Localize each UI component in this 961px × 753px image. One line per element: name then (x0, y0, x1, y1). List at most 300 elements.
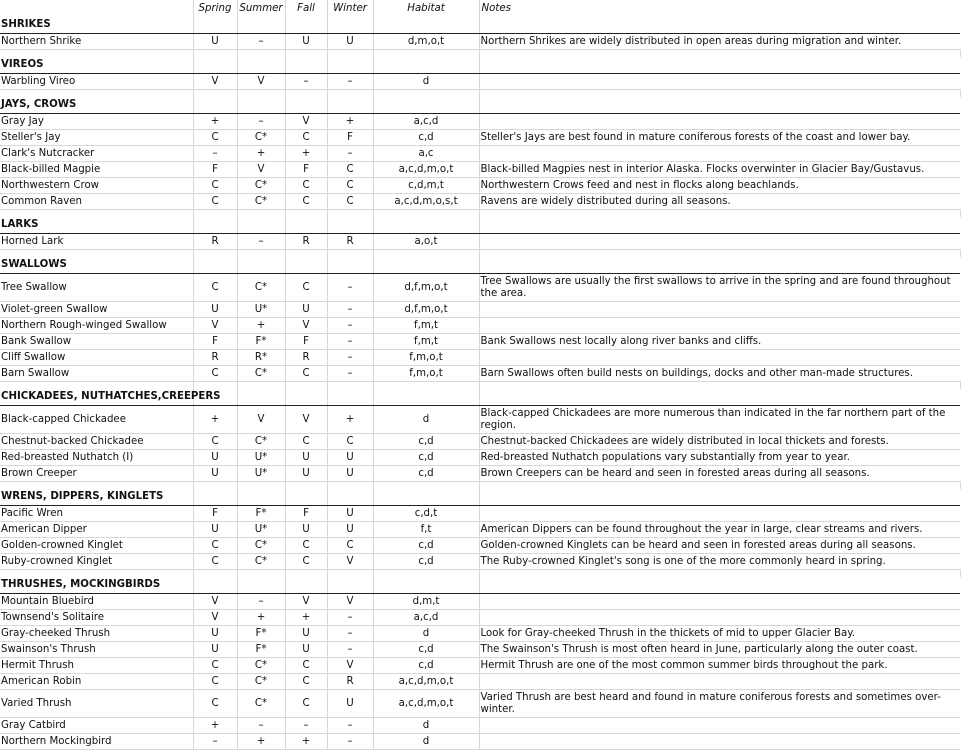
species-notes: The Swainson's Thrush is most often heard in June, particularly along the outer coast. (479, 642, 960, 658)
habitat-codes: c,d,t (373, 506, 479, 522)
fall-abundance: R (285, 350, 327, 366)
fall-abundance: C (285, 274, 327, 302)
winter-abundance: V (327, 658, 373, 674)
winter-abundance: C (327, 194, 373, 210)
spacer-cell (237, 90, 285, 98)
species-notes (479, 350, 960, 366)
summer-abundance: C* (237, 538, 285, 554)
habitat-codes: a,c,d,m,o,t (373, 674, 479, 690)
group-header-row (0, 57, 960, 74)
group-empty-cell (193, 57, 237, 74)
spacer-cell (0, 482, 193, 490)
table-row (0, 406, 960, 434)
spacer-cell (285, 382, 327, 390)
table-row (0, 434, 960, 450)
group-empty-cell (285, 257, 327, 274)
winter-abundance: R (327, 234, 373, 250)
species-name: American Robin (0, 674, 193, 690)
summer-abundance: – (237, 34, 285, 50)
summer-abundance: U* (237, 466, 285, 482)
summer-abundance: C* (237, 178, 285, 194)
spring-abundance: V (193, 74, 237, 90)
fall-abundance: C (285, 690, 327, 718)
summer-abundance: F* (237, 334, 285, 350)
summer-abundance: + (237, 318, 285, 334)
table-row (0, 350, 960, 366)
spring-abundance: U (193, 450, 237, 466)
winter-abundance: – (327, 366, 373, 382)
group-empty-cell (285, 389, 327, 406)
winter-abundance: – (327, 274, 373, 302)
group-empty-cell (327, 217, 373, 234)
species-notes: Black-capped Chickadees are more numerous than indicated in the far northern part of the region. (479, 406, 960, 434)
spring-abundance: F (193, 506, 237, 522)
species-name: Red-breasted Nuthatch (I) (0, 450, 193, 466)
group-spacer (0, 570, 960, 578)
winter-abundance: V (327, 554, 373, 570)
spacer-cell (479, 50, 960, 58)
spring-abundance: C (193, 674, 237, 690)
winter-abundance: U (327, 506, 373, 522)
spacer-cell (0, 90, 193, 98)
species-notes: Brown Creepers can be heard and seen in forested areas during all seasons. (479, 466, 960, 482)
spacer-cell (0, 570, 193, 578)
group-empty-cell (193, 257, 237, 274)
winter-abundance: U (327, 690, 373, 718)
species-notes: Barn Swallows often build nests on buildings, docks and other man-made structures. (479, 366, 960, 382)
group-spacer (0, 210, 960, 218)
species-name: Cliff Swallow (0, 350, 193, 366)
spring-abundance: C (193, 194, 237, 210)
winter-abundance: – (327, 626, 373, 642)
spacer-cell (327, 210, 373, 218)
species-name: Brown Creeper (0, 466, 193, 482)
table-row (0, 194, 960, 210)
fall-abundance: V (285, 406, 327, 434)
spring-abundance: C (193, 538, 237, 554)
table-row (0, 114, 960, 130)
group-empty-cell (237, 57, 285, 74)
group-header-row (0, 97, 960, 114)
spacer-cell (479, 90, 960, 98)
fall-abundance: – (285, 74, 327, 90)
spring-header: Spring (193, 0, 237, 17)
summer-abundance: F* (237, 506, 285, 522)
table-row (0, 626, 960, 642)
summer-abundance: C* (237, 690, 285, 718)
spring-abundance: C (193, 554, 237, 570)
table-header (0, 0, 960, 17)
table-row (0, 522, 960, 538)
spring-abundance: C (193, 690, 237, 718)
group-empty-cell (193, 489, 237, 506)
group-empty-cell (373, 577, 479, 594)
summer-abundance: R* (237, 350, 285, 366)
group-empty-cell (237, 389, 285, 406)
summer-abundance: C* (237, 434, 285, 450)
summer-abundance: C* (237, 194, 285, 210)
spring-abundance: + (193, 114, 237, 130)
habitat-codes: d (373, 74, 479, 90)
group-title: JAYS, CROWS (0, 97, 193, 114)
table-row (0, 334, 960, 350)
habitat-codes: f,m,o,t (373, 350, 479, 366)
spacer-cell (327, 250, 373, 258)
species-name: Tree Swallow (0, 274, 193, 302)
species-notes: Look for Gray-cheeked Thrush in the thickets of mid to upper Glacier Bay. (479, 626, 960, 642)
spacer-cell (327, 90, 373, 98)
group-empty-cell (285, 577, 327, 594)
group-title: THRUSHES, MOCKINGBIRDS (0, 577, 193, 594)
spacer-cell (193, 250, 237, 258)
species-name: Black-capped Chickadee (0, 406, 193, 434)
spring-abundance: U (193, 34, 237, 50)
group-title: VIREOS (0, 57, 193, 74)
group-empty-cell (327, 57, 373, 74)
spring-abundance: C (193, 366, 237, 382)
spacer-cell (0, 210, 193, 218)
spacer-cell (0, 250, 193, 258)
spacer-cell (285, 90, 327, 98)
group-spacer (0, 250, 960, 258)
notes-header: Notes (481, 3, 511, 14)
species-notes: Black-billed Magpies nest in interior Alaska. Flocks overwinter in Glacier Bay/Gustavus. (479, 162, 960, 178)
habitat-codes: c,d,m,t (373, 178, 479, 194)
species-notes (479, 718, 960, 734)
habitat-codes: c,d (373, 450, 479, 466)
species-name: Warbling Vireo (0, 74, 193, 90)
summer-abundance: – (237, 234, 285, 250)
species-header (0, 0, 193, 17)
species-notes (479, 74, 960, 90)
group-empty-cell (285, 489, 327, 506)
winter-abundance: C (327, 538, 373, 554)
spring-abundance: C (193, 434, 237, 450)
spacer-cell (327, 570, 373, 578)
fall-header: Fall (285, 0, 327, 17)
winter-abundance: + (327, 114, 373, 130)
spacer-cell (285, 210, 327, 218)
species-notes (479, 234, 960, 250)
group-empty-cell (237, 577, 285, 594)
species-notes: Northwestern Crows feed and nest in flocks along beachlands. (479, 178, 960, 194)
group-header-row (0, 257, 960, 274)
spring-abundance: C (193, 130, 237, 146)
spacer-cell (237, 482, 285, 490)
habitat-codes: a,o,t (373, 234, 479, 250)
summer-abundance: C* (237, 674, 285, 690)
habitat-codes: f,m,t (373, 334, 479, 350)
habitat-codes: d (373, 734, 479, 750)
species-notes: American Dippers can be found throughout the year in large, clear streams and rivers. (479, 522, 960, 538)
habitat-codes: d (373, 718, 479, 734)
habitat-codes: d (373, 406, 479, 434)
spacer-cell (237, 570, 285, 578)
species-notes (479, 318, 960, 334)
habitat-codes: f,m,t (373, 318, 479, 334)
spacer-cell (373, 482, 479, 490)
spacer-cell (193, 90, 237, 98)
winter-abundance: – (327, 610, 373, 626)
table-row (0, 674, 960, 690)
spring-abundance: C (193, 274, 237, 302)
species-name: Varied Thrush (0, 690, 193, 718)
group-empty-cell (327, 257, 373, 274)
table-row (0, 318, 960, 334)
summer-abundance: + (237, 610, 285, 626)
spring-abundance: U (193, 642, 237, 658)
table-row (0, 690, 960, 718)
habitat-codes: c,d (373, 466, 479, 482)
fall-abundance: F (285, 506, 327, 522)
species-notes: Steller's Jays are best found in mature coniferous forests of the coast and lower bay. (479, 130, 960, 146)
spacer-cell (373, 90, 479, 98)
fall-abundance: V (285, 318, 327, 334)
table-row (0, 718, 960, 734)
species-name: Northern Shrike (0, 34, 193, 50)
species-name: Northern Rough-winged Swallow (0, 318, 193, 334)
group-empty-cell (479, 489, 960, 506)
species-notes: Red-breasted Nuthatch populations vary substantially from year to year. (479, 450, 960, 466)
fall-abundance: + (285, 610, 327, 626)
group-spacer (0, 482, 960, 490)
fall-abundance: C (285, 554, 327, 570)
group-empty-cell (237, 257, 285, 274)
group-header-row (0, 17, 960, 34)
group-empty-cell (285, 57, 327, 74)
habitat-codes: a,c,d,m,o,s,t (373, 194, 479, 210)
spacer-cell (237, 210, 285, 218)
species-name: Black-billed Magpie (0, 162, 193, 178)
spring-abundance: C (193, 178, 237, 194)
table-row (0, 146, 960, 162)
summer-abundance: U* (237, 450, 285, 466)
winter-abundance: – (327, 146, 373, 162)
summer-abundance: C* (237, 130, 285, 146)
table-row (0, 538, 960, 554)
table-row (0, 658, 960, 674)
species-name: Northern Mockingbird (0, 734, 193, 750)
species-notes: Golden-crowned Kinglets can be heard and seen in forested areas during all seasons. (479, 538, 960, 554)
table-row (0, 74, 960, 90)
group-spacer (0, 382, 960, 390)
winter-abundance: – (327, 302, 373, 318)
table-row (0, 594, 960, 610)
spacer-cell (193, 210, 237, 218)
table-row (0, 34, 960, 50)
species-name: Hermit Thrush (0, 658, 193, 674)
spacer-cell (237, 50, 285, 58)
species-notes (479, 506, 960, 522)
species-notes (479, 146, 960, 162)
summer-abundance: V (237, 406, 285, 434)
species-notes: Northern Shrikes are widely distributed in open areas during migration and winter. (479, 34, 960, 50)
summer-abundance: C* (237, 658, 285, 674)
species-name: American Dipper (0, 522, 193, 538)
group-empty-cell (327, 17, 373, 34)
group-header-row (0, 389, 960, 406)
spacer-cell (237, 250, 285, 258)
spring-abundance: – (193, 734, 237, 750)
table-row (0, 162, 960, 178)
species-name: Chestnut-backed Chickadee (0, 434, 193, 450)
table-row (0, 734, 960, 750)
group-empty-cell (193, 217, 237, 234)
spring-abundance: V (193, 594, 237, 610)
group-header-row (0, 489, 960, 506)
group-empty-cell (373, 57, 479, 74)
fall-abundance: U (285, 450, 327, 466)
spring-abundance: V (193, 318, 237, 334)
spacer-cell (373, 382, 479, 390)
summer-abundance: C* (237, 274, 285, 302)
species-name: Horned Lark (0, 234, 193, 250)
species-notes: Hermit Thrush are one of the most common summer birds throughout the park. (479, 658, 960, 674)
winter-abundance: U (327, 466, 373, 482)
group-empty-cell (373, 97, 479, 114)
group-empty-cell (193, 577, 237, 594)
habitat-codes: f,t (373, 522, 479, 538)
species-name: Barn Swallow (0, 366, 193, 382)
species-notes: Bank Swallows nest locally along river banks and cliffs. (479, 334, 960, 350)
group-empty-cell (327, 97, 373, 114)
habitat-codes: f,m,o,t (373, 366, 479, 382)
winter-abundance: U (327, 34, 373, 50)
fall-abundance: – (285, 718, 327, 734)
habitat-codes: c,d (373, 642, 479, 658)
group-title: SHRIKES (0, 17, 193, 34)
species-name: Mountain Bluebird (0, 594, 193, 610)
spring-abundance: F (193, 162, 237, 178)
fall-abundance: C (285, 366, 327, 382)
group-title: LARKS (0, 217, 193, 234)
habitat-codes: a,c,d (373, 114, 479, 130)
winter-abundance: C (327, 434, 373, 450)
fall-abundance: U (285, 466, 327, 482)
group-empty-cell (327, 389, 373, 406)
spacer-cell (327, 50, 373, 58)
table-row (0, 302, 960, 318)
spacer-cell (285, 570, 327, 578)
fall-abundance: U (285, 626, 327, 642)
habitat-codes: d,m,t (373, 594, 479, 610)
spacer-cell (373, 50, 479, 58)
spacer-cell (373, 250, 479, 258)
fall-abundance: U (285, 522, 327, 538)
group-empty-cell (193, 97, 237, 114)
winter-abundance: – (327, 734, 373, 750)
group-empty-cell (237, 97, 285, 114)
group-empty-cell (479, 257, 960, 274)
summer-abundance: F* (237, 642, 285, 658)
species-notes: Tree Swallows are usually the first swallows to arrive in the spring and are found throughout the area. (479, 274, 960, 302)
table-row (0, 554, 960, 570)
spacer-cell (479, 570, 960, 578)
group-empty-cell (479, 17, 960, 34)
winter-abundance: U (327, 522, 373, 538)
species-name: Steller's Jay (0, 130, 193, 146)
winter-abundance: C (327, 178, 373, 194)
species-notes: The Ruby-crowned Kinglet's song is one of the more commonly heard in spring. (479, 554, 960, 570)
habitat-codes: c,d (373, 434, 479, 450)
winter-abundance: – (327, 642, 373, 658)
species-notes (479, 302, 960, 318)
spacer-cell (373, 570, 479, 578)
winter-abundance: U (327, 450, 373, 466)
habitat-codes: a,c (373, 146, 479, 162)
winter-abundance: – (327, 334, 373, 350)
spacer-cell (285, 50, 327, 58)
spacer-cell (479, 250, 960, 258)
spring-abundance: U (193, 522, 237, 538)
habitat-codes: a,c,d,m,o,t (373, 162, 479, 178)
habitat-codes: a,c,d (373, 610, 479, 626)
group-empty-cell (193, 17, 237, 34)
winter-abundance: – (327, 74, 373, 90)
habitat-codes: d,m,o,t (373, 34, 479, 50)
table-row (0, 642, 960, 658)
habitat-codes: d,f,m,o,t (373, 302, 479, 318)
group-empty-cell (237, 217, 285, 234)
group-header-row (0, 577, 960, 594)
summer-abundance: C* (237, 366, 285, 382)
species-name: Ruby-crowned Kinglet (0, 554, 193, 570)
spring-abundance: R (193, 234, 237, 250)
group-spacer (0, 90, 960, 98)
spacer-cell (285, 482, 327, 490)
spring-abundance: U (193, 302, 237, 318)
group-empty-cell (285, 17, 327, 34)
fall-abundance: F (285, 334, 327, 350)
fall-abundance: V (285, 594, 327, 610)
spring-abundance: U (193, 626, 237, 642)
group-empty-cell (479, 217, 960, 234)
fall-abundance: + (285, 146, 327, 162)
group-empty-cell (373, 389, 479, 406)
species-name: Clark's Nutcracker (0, 146, 193, 162)
group-title: CHICKADEES, NUTHATCHES,CREEPERS (0, 389, 193, 406)
group-empty-cell (373, 17, 479, 34)
fall-abundance: V (285, 114, 327, 130)
table-row (0, 234, 960, 250)
winter-abundance: C (327, 162, 373, 178)
fall-abundance: C (285, 178, 327, 194)
group-empty-cell (479, 97, 960, 114)
group-title: WRENS, DIPPERS, KINGLETS (0, 489, 193, 506)
group-empty-cell (237, 489, 285, 506)
species-name: Gray-cheeked Thrush (0, 626, 193, 642)
summer-abundance: – (237, 718, 285, 734)
species-name: Northwestern Crow (0, 178, 193, 194)
group-empty-cell (327, 577, 373, 594)
table-row (0, 366, 960, 382)
spacer-cell (479, 382, 960, 390)
spring-abundance: U (193, 466, 237, 482)
habitat-header: Habitat (373, 0, 479, 17)
table-row (0, 178, 960, 194)
winter-abundance: F (327, 130, 373, 146)
winter-abundance: – (327, 318, 373, 334)
group-empty-cell (479, 57, 960, 74)
species-name: Golden-crowned Kinglet (0, 538, 193, 554)
spring-abundance: C (193, 658, 237, 674)
group-empty-cell (285, 217, 327, 234)
fall-abundance: C (285, 538, 327, 554)
habitat-codes: c,d (373, 554, 479, 570)
summer-abundance: – (237, 114, 285, 130)
spacer-cell (193, 570, 237, 578)
spacer-cell (193, 50, 237, 58)
